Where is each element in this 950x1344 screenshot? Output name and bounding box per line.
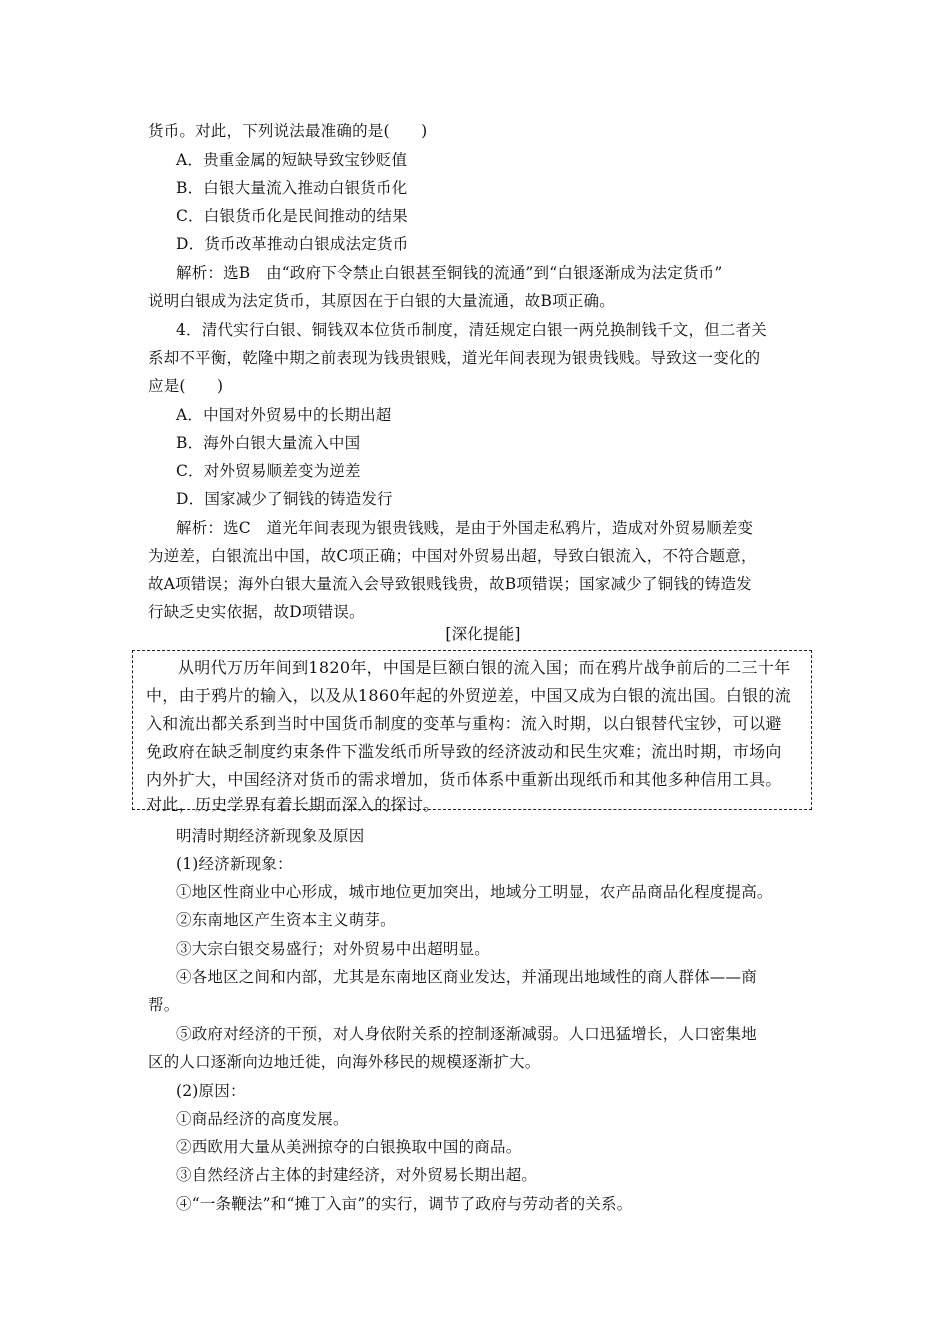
deepen-line: 免政府在缺乏制度约束条件下滥发纸币所导致的经济波动和民生灾难；流出时期，市场向 <box>146 742 782 761</box>
q4-option-c: C．对外贸易顺差变为逆差 <box>176 462 361 480</box>
deepen-line: 内外扩大，中国经济对货币的需求增加，货币体系中重新出现纸币和其他多种信用工具。 <box>146 770 782 789</box>
q3-option-a: A．贵重金属的短缺导致宝钞贬值 <box>176 151 408 169</box>
q4-option-b: B．海外白银大量流入中国 <box>176 434 361 452</box>
summary-part2-item: ①商品经济的高度发展。 <box>176 1110 349 1128</box>
summary-heading: 明清时期经济新现象及原因 <box>176 827 365 845</box>
q3-analysis-line: 说明白银成为法定货币，其原因在于白银的大量流通，故B项正确。 <box>148 292 615 310</box>
deepen-line: 中，由于鸦片的输入，以及从1860年起的外贸逆差，中国又成为白银的流出国。白银的流 <box>146 686 792 705</box>
q4-option-d: D．国家减少了铜钱的铸造发行 <box>176 490 393 508</box>
q4-option-a: A．中国对外贸易中的长期出超 <box>176 406 392 424</box>
deepen-line: 对此，历史学界有着长期而深入的探讨。 <box>146 795 440 814</box>
summary-part2-title: (2)原因： <box>176 1082 246 1100</box>
q4-analysis-line: 故A项错误；海外白银大量流入会导致银贱钱贵，故B项错误；国家减少了铜钱的铸造发 <box>148 575 752 593</box>
summary-part1-item: ⑤政府对经济的干预，对人身依附关系的控制逐渐减弱。人口迅猛增长，人口密集地 <box>176 1025 757 1043</box>
q4-analysis-line: 为逆差，白银流出中国，故C项正确；中国对外贸易出超，导致白银流入，不符合题意， <box>148 547 757 565</box>
q3-analysis-line: 解析：选B 由“政府下令禁止白银甚至铜钱的流通”到“白银逐渐成为法定货币” <box>176 264 723 282</box>
summary-part1-item: ③大宗白银交易盛行；对外贸易中出超明显。 <box>176 940 491 958</box>
summary-part1-item: ④各地区之间和内部，尤其是东南地区商业发达，并涌现出地域性的商人群体——商 <box>176 968 757 986</box>
q3-option-d: D．货币改革推动白银成法定货币 <box>176 235 409 253</box>
summary-part1-item: ②东南地区产生资本主义萌芽。 <box>176 911 396 929</box>
summary-part1-item: ①地区性商业中心形成，城市地位更加突出，地域分工明显，农产品商品化程度提高。 <box>176 883 773 901</box>
q3-option-c: C．白银货币化是民间推动的结果 <box>176 207 408 225</box>
q3-option-b: B．白银大量流入推动白银货币化 <box>176 179 408 197</box>
q4-analysis-line: 解析：选C 道光年间表现为银贵钱贱，是由于外国走私鸦片，造成对外贸易顺差变 <box>176 519 754 537</box>
q4-stem-line: 4．清代实行白银、铜钱双本位货币制度，清廷规定白银一两兑换制钱千文，但二者关 <box>176 321 767 339</box>
summary-part1-title: (1)经济新现象： <box>176 855 293 873</box>
deepen-line: 从明代万历年间到1820年，中国是巨额白银的流入国；而在鸦片战争前后的二三十年 <box>178 658 791 677</box>
q3-stem-end: 货币。对此，下列说法最准确的是( ) <box>148 122 428 140</box>
summary-part1-item: 帮。 <box>148 996 180 1014</box>
summary-part2-item: ②西欧用大量从美洲掠夺的白银换取中国的商品。 <box>176 1138 522 1156</box>
summary-part2-item: ③自然经济占主体的封建经济，对外贸易长期出超。 <box>176 1166 538 1184</box>
q4-stem-line: 应是( ) <box>148 377 224 395</box>
q4-analysis-line: 行缺乏史实依据，故D项错误。 <box>148 603 365 621</box>
summary-part2-item: ④“一条鞭法”和“摊丁入亩”的实行，调节了政府与劳动者的关系。 <box>176 1195 633 1213</box>
deepen-line: 入和流出都关系到当时中国货币制度的变革与重构：流入时期，以白银替代宝钞，可以避 <box>146 714 782 733</box>
q4-stem-line: 系却不平衡，乾隆中期之前表现为钱贵银贱，道光年间表现为银贵钱贱。导致这一变化的 <box>148 349 761 367</box>
deepen-title: [深化提能] <box>445 625 521 643</box>
summary-part1-item: 区的人口逐渐向边地迁徙，向海外移民的规模逐渐扩大。 <box>148 1053 541 1071</box>
